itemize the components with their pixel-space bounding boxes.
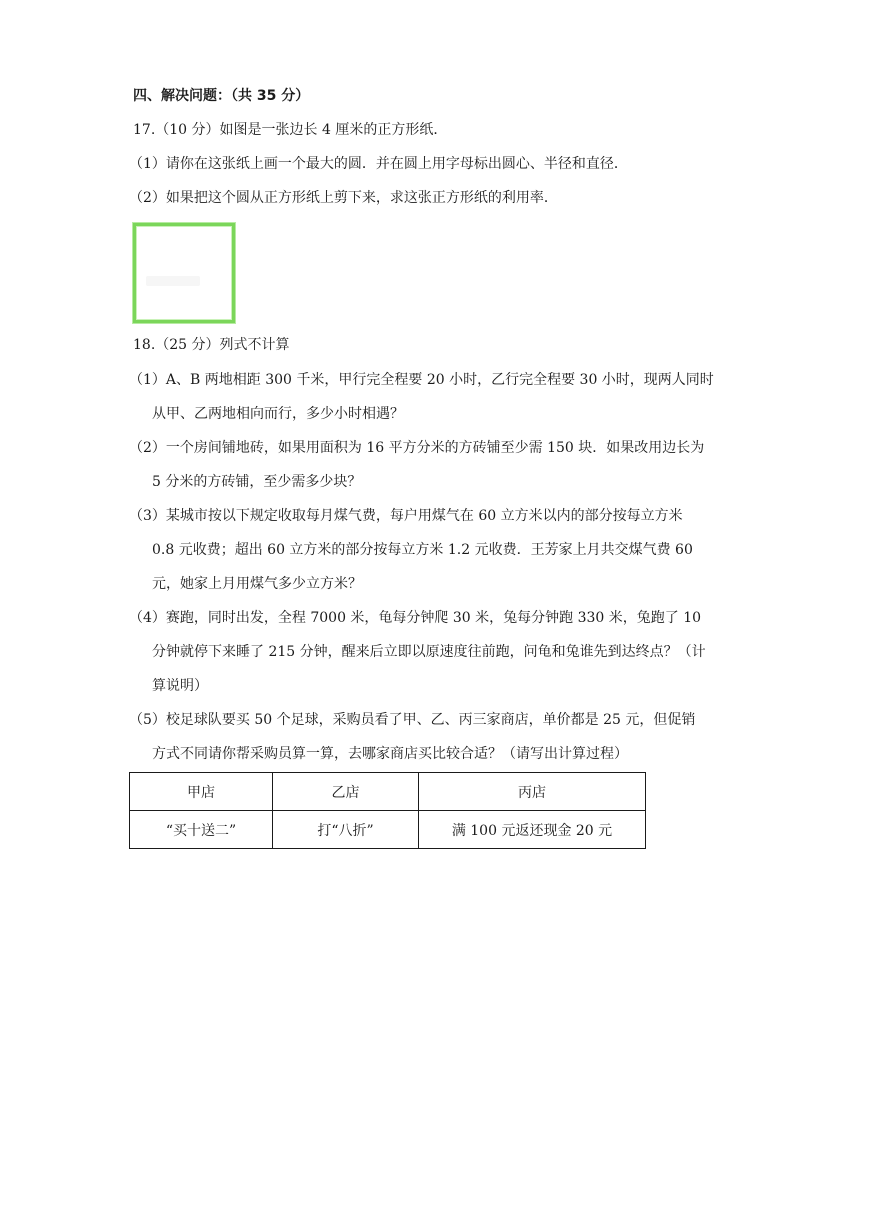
table-row: [130, 811, 646, 849]
q18-part4-line1: （4）赛跑，同时出发，全程 7000 米，龟每分钟爬 30 米，兔每分钟跑 330 米，兔跑了 10: [129, 610, 702, 626]
q18-part2-line1: （2）一个房间铺地砖，如果用面积为 16 平方分米的方砖铺至少需 150 块．如果改用边长为: [129, 440, 705, 456]
q18-part2-line2: 5 分米的方砖铺，至少需多少块？: [152, 474, 362, 490]
q18-part1-line2: 从甲、乙两地相向而行，多少小时相遇？: [152, 406, 404, 422]
square-paper-figure: [133, 223, 235, 323]
q18-part5-line1: （5）校足球队要买 50 个足球，采购员看了甲、乙、丙三家商店，单价都是 25 元，但促销: [129, 712, 696, 728]
q18-part4-line3: 算说明）: [152, 678, 208, 694]
q17-intro: 17.（10 分）如图是一张边长 4 厘米的正方形纸．: [133, 122, 448, 138]
shop-comparison-table: [129, 772, 646, 849]
table-header-row: [130, 773, 646, 811]
table-cell-shop-b-offer: 打“八折”: [273, 811, 419, 849]
table-cell-shop-c-offer: 满 100 元返还现金 20 元: [419, 811, 646, 849]
q18-part5-line2: 方式不同请你帮采购员算一算，去哪家商店买比较合适？（请写出计算过程）: [152, 746, 628, 762]
q18-part3-line3: 元，她家上月用煤气多少立方米？: [152, 576, 362, 592]
table-header-cell-shop-a: 甲店: [130, 773, 273, 811]
q17-part2: （2）如果把这个圆从正方形纸上剪下来，求这张正方形纸的利用率．: [129, 190, 558, 206]
section-heading: 四、解决问题：（共 35 分）: [133, 88, 310, 104]
table-cell-shop-a-offer: “买十送二”: [130, 811, 273, 849]
table-header-cell-shop-c: 丙店: [419, 773, 646, 811]
q18-part3-line1: （3）某城市按以下规定收取每月煤气费，每户用煤气在 60 立方米以内的部分按每立方米: [129, 508, 683, 524]
q17-part1: （1）请你在这张纸上画一个最大的圆．并在圆上用字母标出圆心、半径和直径．: [129, 156, 628, 172]
q18-part1-line1: （1）A、B 两地相距 300 千米，甲行完全程要 20 小时，乙行完全程要 30 小时，现两人同时: [129, 372, 714, 388]
table-header-cell-shop-b: 乙店: [273, 773, 419, 811]
q18-intro: 18.（25 分）列式不计算: [133, 337, 290, 353]
q18-part4-line2: 分钟就停下来睡了 215 分钟，醒来后立即以原速度往前跑，问龟和兔谁先到达终点？（计: [152, 644, 706, 660]
q18-part3-line2: 0.8 元收费；超出 60 立方米的部分按每立方米 1.2 元收费．王芳家上月共交煤气费 60: [152, 542, 693, 558]
figure-faint-mark: [146, 276, 200, 286]
